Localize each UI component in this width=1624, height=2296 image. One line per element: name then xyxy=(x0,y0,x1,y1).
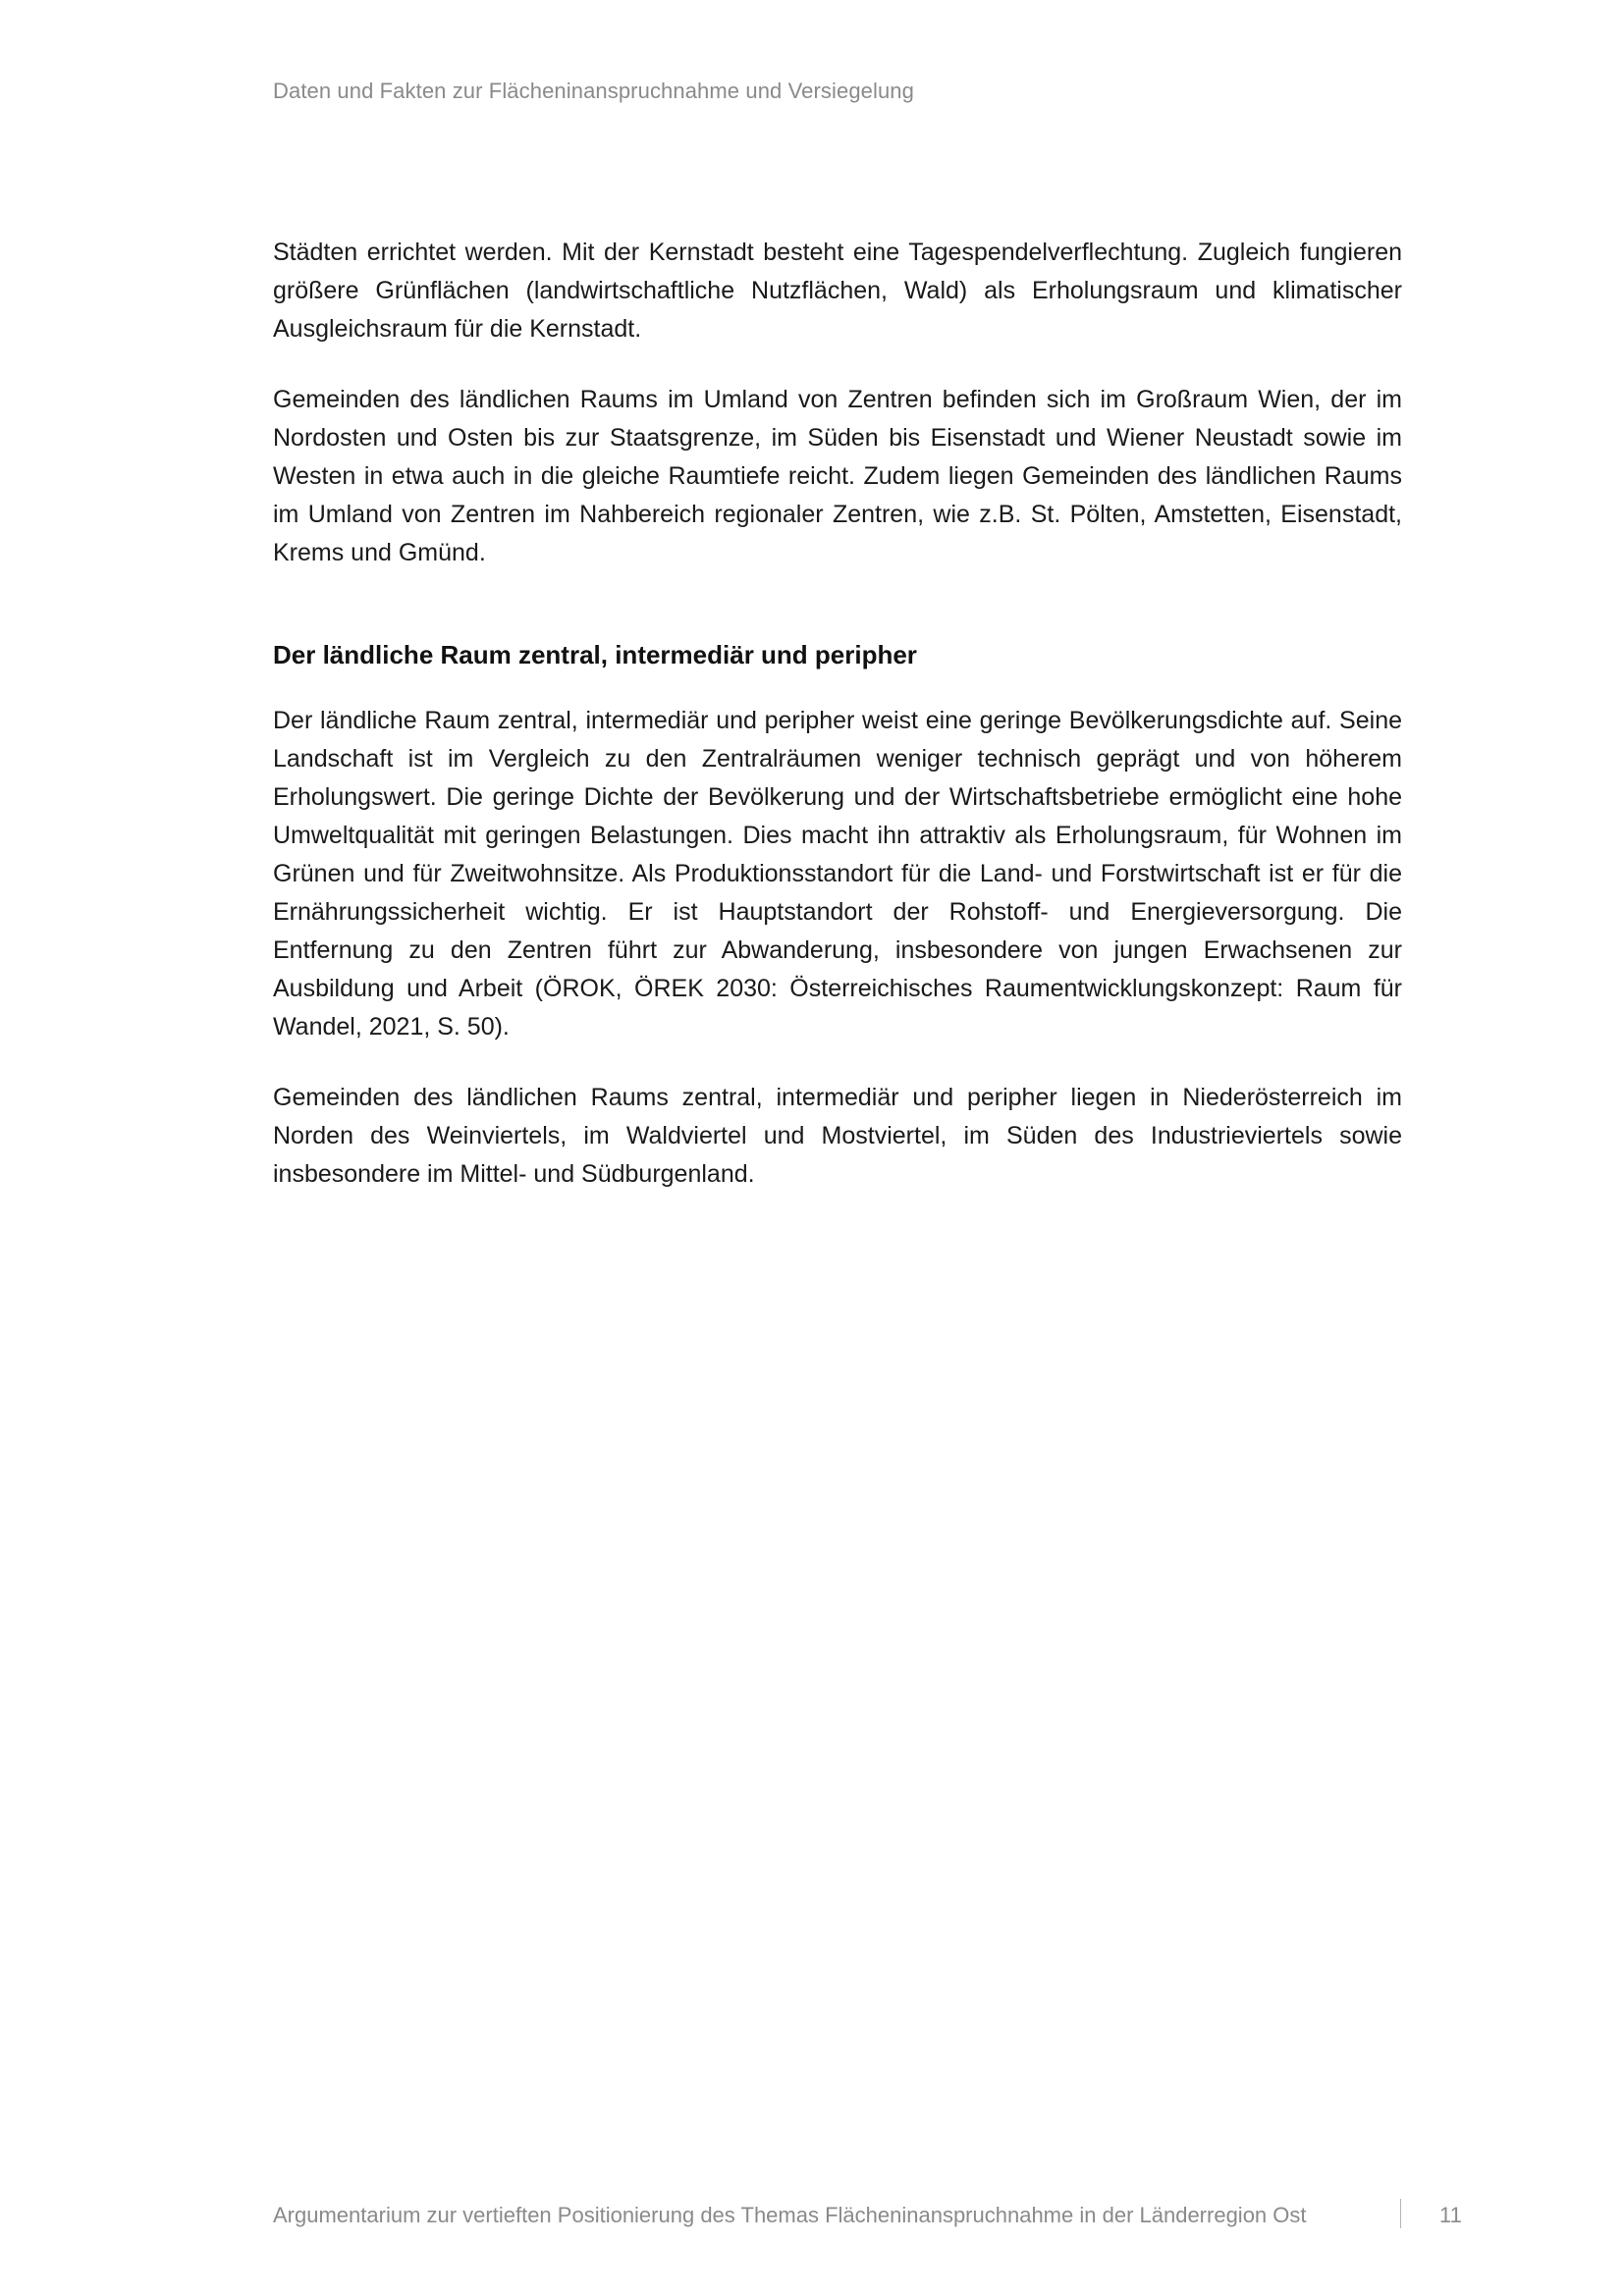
paragraph: Gemeinden des ländlichen Raums zentral, intermediär und peripher liegen in Niederösterreich im Norden des Weinviertels, im Waldviertel und Mostviertel, im Süden des Industrieviertels sowie insbesondere im Mittel- und Südburgenland. xyxy=(273,1084,1402,1188)
paragraph: Gemeinden des ländlichen Raums im Umland von Zentren befinden sich im Großraum Wien, der im Nordosten und Osten bis zur Staatsgrenze, im Süden bis Eisenstadt und Wiener Neustadt sowie im Westen in etwa auch in die gleiche Raumtiefe reicht. Zudem liegen Gemeinden des ländlichen Raums im Umland von Zentren im Nahbereich regionaler Zentren, wie z.B. St. Pölten, Amstetten, Eisenstadt, Krems und Gmünd. xyxy=(273,386,1402,566)
paragraph: Städten errichtet werden. Mit der Kernstadt besteht eine Tagespendelverflechtung. Zugleich fungieren größere Grünflächen (landwirtschaftliche Nutzflächen, Wald) als Erholungsraum und klimatischer Ausgleichsraum für die Kernstadt. xyxy=(273,239,1402,343)
paragraph: Der ländliche Raum zentral, intermediär und peripher weist eine geringe Bevölkerungsdichte auf. Seine Landschaft ist im Vergleich zu den Zentralräumen weniger technisch geprägt und von höherem Erholungswert. Die geringe Dichte der Bevölkerung und der Wirtschaftsbetriebe ermöglicht eine hohe Umweltqualität mit geringen Belastungen. Dies macht ihn attraktiv als Erholungsraum, für Wohnen im Grünen und für Zweitwohnsitze. Als Produktionsstandort für die Land- und Forstwirtschaft ist er für die Ernährungssicherheit wichtig. Er ist Hauptstandort der Rohstoff- und Energieversorgung. Die Entfernung zu den Zentren führt zur Abwanderung, insbesondere von jungen Erwachsenen zur Ausbildung und Arbeit (ÖROK, ÖREK 2030: Österreichisches Raumentwicklungskonzept: Raum für Wandel, 2021, S. 50). xyxy=(273,707,1402,1041)
footer-divider xyxy=(1400,2199,1401,2228)
page-number: 11 xyxy=(1439,2203,1462,2227)
section-heading: Der ländliche Raum zentral, intermediär und peripher xyxy=(273,640,917,669)
document-body xyxy=(273,234,1402,1194)
page-header: Daten und Fakten zur Flächeninanspruchnahme und Versiegelung xyxy=(273,79,914,103)
page-footer xyxy=(273,2199,1461,2238)
footer-text: Argumentarium zur vertieften Positionierung des Themas Flächeninanspruchnahme in der Länderregion Ost xyxy=(273,2203,1307,2227)
